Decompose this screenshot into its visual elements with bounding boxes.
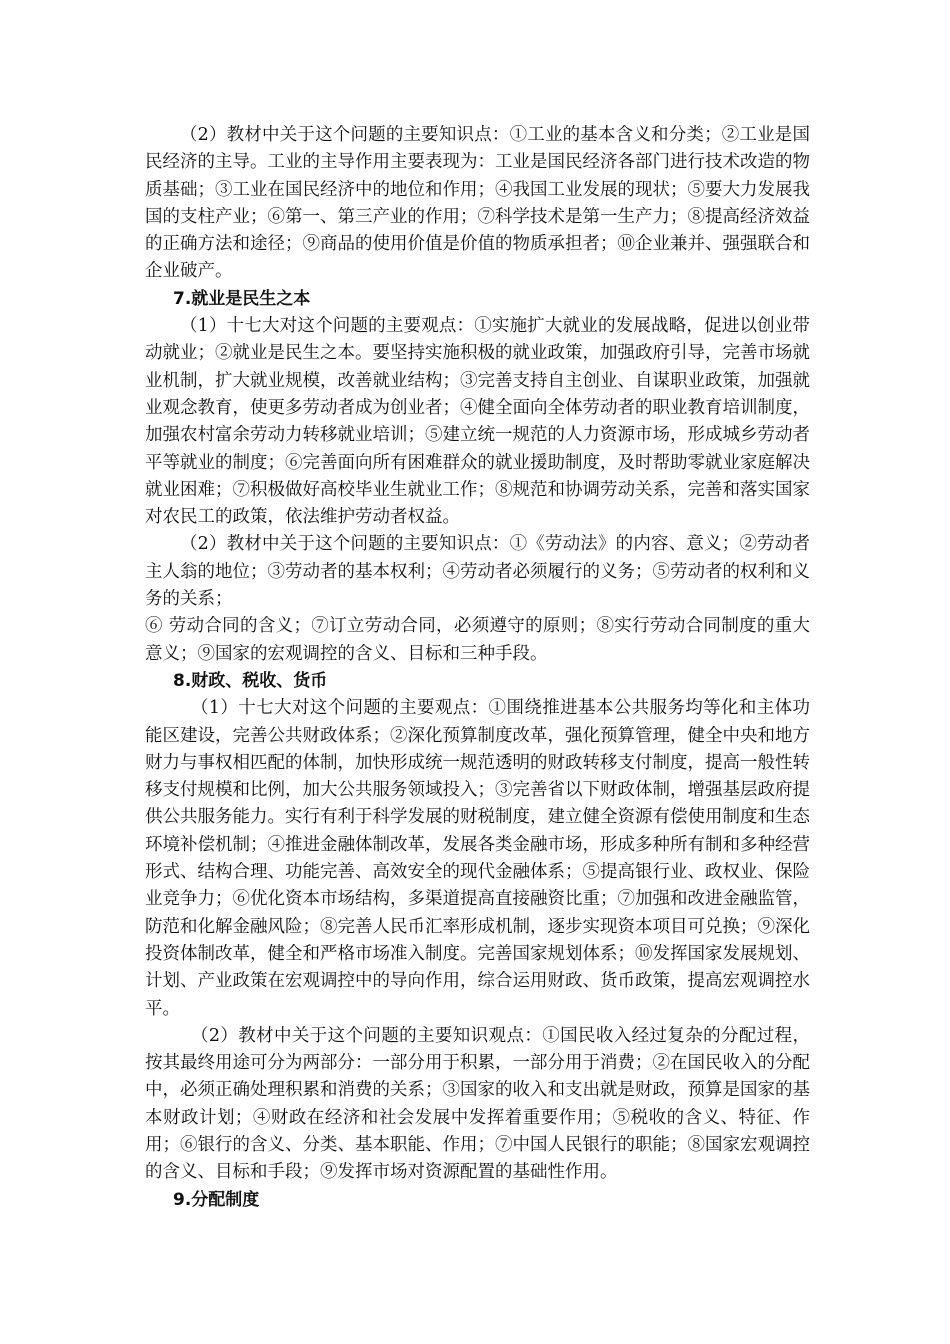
- section-7-textbook-points: （2）教材中关于这个问题的主要知识点：①《劳动法》的内容、意义；②劳动者主人翁的地位；③劳动者的基本权利；④劳动者必须履行的义务；⑤劳动者的权利和义务的关系；: [145, 534, 810, 610]
- section-7-congress-views: （1）十七大对这个问题的主要观点：①实施扩大就业的发展战略，促进以创业带动就业；②就业是民生之本。要坚持实施积极的就业政策，加强政府引导，完善市场就业机制，扩大就业规模，改善就业结构；③完善支持自主创业、自谋职业政策，加强就业观念教育，使更多劳动者成为创业者；④健全面向全体劳动者的职业教育培训制度，加强农村富余劳动力转移就业培训；⑤建立统一规范的人力资源市场，形成城乡劳动者平等就业的制度；⑥完善面向所有困难群众的就业援助制度，及时帮助零就业家庭解决就业困难；⑦积极做好高校毕业生就业工作；⑧规范和协调劳动关系，完善和落实国家对农民工的政策，依法维护劳动者权益。: [145, 316, 810, 528]
- section-8-textbook-points: （2）教材中关于这个问题的主要知识观点：①国民收入经过复杂的分配过程，按其最终用途可分为两部分：一部分用于积累，一部分用于消费；②在国民收入的分配中，必须正确处理积累和消费的关系；③国家的收入和支出就是财政，预算是国家的基本财政计划；④财政在经济和社会发展中发挥着重要作用；⑤税收的含义、特征、作用；⑥银行的含义、分类、基本职能、作用；⑦中国人民银行的职能；⑧国家宏观调控的含义、目标和手段；⑨发挥市场对资源配置的基础性作用。: [145, 1025, 810, 1183]
- section-9-heading: 9.分配制度: [173, 1189, 260, 1210]
- section-7-heading: 7.就业是民生之本: [173, 288, 311, 309]
- document-page: [145, 122, 810, 1214]
- section-8-congress-views: （1）十七大对这个问题的主要观点：①围绕推进基本公共服务均等化和主体功能区建设，完善公共财政体系；②深化预算制度改革，强化预算管理，健全中央和地方财力与事权相匹配的体制，加快形成统一规范透明的财政转移支付制度，提高一般性转移支付规模和比例，加大公共服务领域投入；③完善省以下财政体制，增强基层政府提供公共服务能力。实行有利于科学发展的财税制度，建立健全资源有偿使用制度和生态环境补偿机制；④推进金融体制改革，发展各类金融市场，形成多种所有制和多种经营形式、结构合理、功能完善、高效安全的现代金融体系；⑤提高银行业、政权业、保险业竞争力；⑥优化资本市场结构，多渠道提高直接融资比重；⑦加强和改进金融监管，防范和化解金融风险；⑧完善人民币汇率形成机制，逐步实现资本项目可兑换；⑨深化投资体制改革，健全和严格市场准入制度。完善国家规划体系；⑩发挥国家发展规划、计划、产业政策在宏观调控中的导向作用，综合运用财政、货币政策，提高宏观调控水平。: [145, 698, 810, 1019]
- section-6-textbook-points: （2）教材中关于这个问题的主要知识点：①工业的基本含义和分类；②工业是国民经济的主导。工业的主导作用主要表现为：工业是国民经济各部门进行技术改造的物质基础；③工业在国民经济中的地位和作用；④我国工业发展的现状；⑤要大力发展我国的支柱产业；⑥第一、第三产业的作用；⑦科学技术是第一生产力；⑧提高经济效益的正确方法和途径；⑨商品的使用价值是价值的物质承担者；⑩企业兼并、强强联合和企业破产。: [145, 125, 810, 282]
- section-8-heading: 8.财政、税收、货币: [173, 670, 328, 691]
- section-7-textbook-points-continued: ⑥ 劳动合同的含义；⑦订立劳动合同，必须遵守的原则；⑧实行劳动合同制度的重大意义；⑨国家的宏观调控的含义、目标和三种手段。: [145, 616, 810, 664]
